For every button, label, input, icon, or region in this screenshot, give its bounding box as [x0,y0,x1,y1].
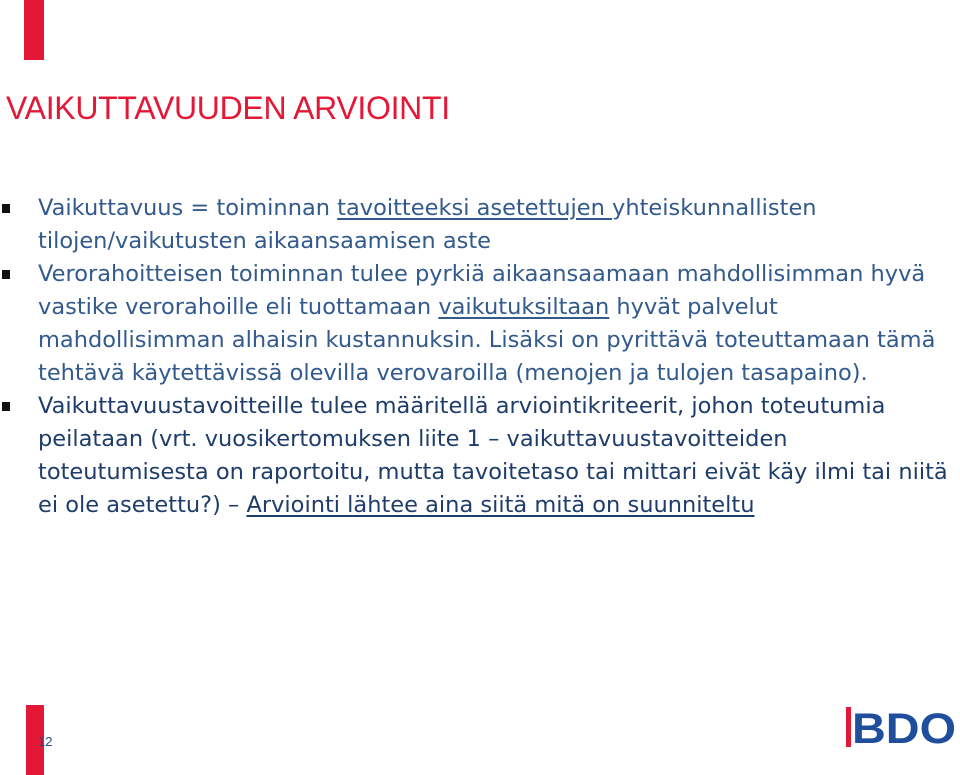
bullet-text: Vaikuttavuustavoitteille tulee määritellä arviointikriteerit, johon toteutumia peilataan (vrt. vuosikertomuksen liite 1 – vaikuttavuustavoitteiden toteutumisesta on raportoitu, mutta tavoitetaso tai mittari eivät käy ilmi tai niitä ei ole asetettu?) – Arviointi lähtee aina siitä mitä on suunniteltu [38,393,948,518]
bullet-item [0,192,950,258]
logo-text: BDO [852,705,956,749]
top-accent-bar [24,0,44,60]
bullet-text: Verorahoitteisen toiminnan tulee pyrkiä aikaansaamaan mahdollisimman hyvä vastike verorahoille eli tuottamaan vaikutuksiltaan hyvät palvelut mahdollisimman alhaisin kustannuksin. Lisäksi on pyrittävä toteuttamaan tämä tehtävä käytettävissä olevilla verovaroilla (menojen ja tulojen tasapaino). [38,261,936,386]
bullet-list [0,192,950,522]
bullet-text: Vaikuttavuus = toiminnan tavoitteeksi asetettujen yhteiskunnallisten tilojen/vaikutusten aikaansaamisen aste [38,195,817,254]
square-bullet-icon [2,270,10,279]
bullet-item [0,390,950,522]
bdo-logo [846,701,958,749]
page-number: 12 [38,734,53,749]
square-bullet-icon [2,402,10,411]
bullet-item [0,258,950,390]
logo-red-bar [846,707,851,747]
square-bullet-icon [2,204,10,213]
slide-title: VAIKUTTAVUUDEN ARVIOINTI [6,90,450,126]
